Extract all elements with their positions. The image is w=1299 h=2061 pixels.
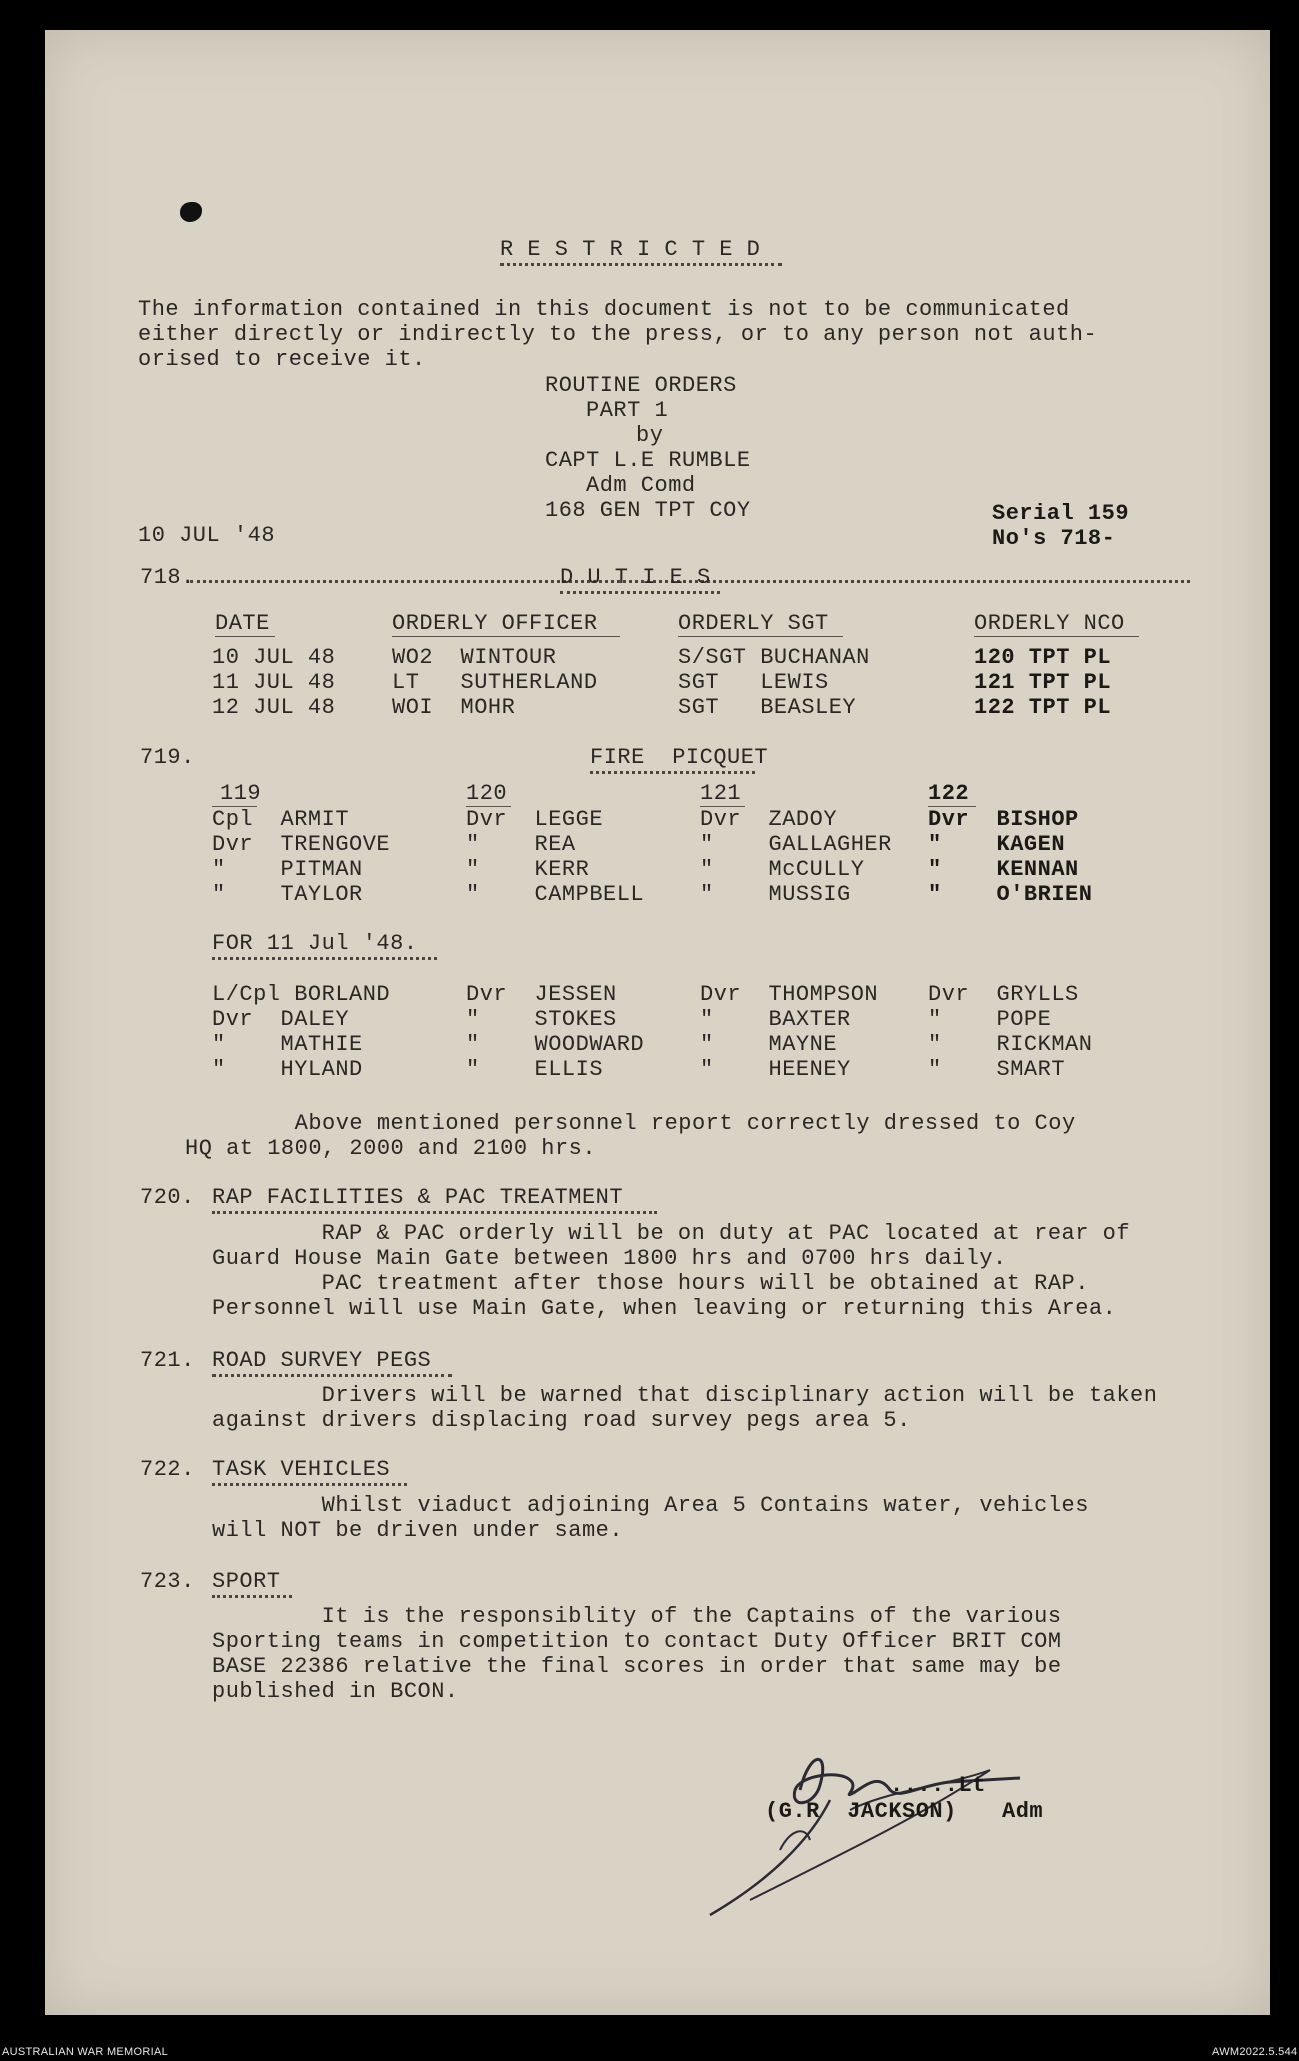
item-number: 719. xyxy=(140,745,195,770)
picquet-entry: " CAMPBELL xyxy=(466,882,645,907)
order-text: Guard House Main Gate between 1800 hrs and 0700 hrs daily. xyxy=(212,1246,1007,1271)
underline xyxy=(466,806,511,807)
column-header: ORDERLY NCO xyxy=(974,611,1125,636)
order-text: It is the responsiblity of the Captains of the various xyxy=(212,1604,1062,1629)
column-header: DATE xyxy=(215,611,270,636)
picquet-entry: " BAXTER xyxy=(700,1007,851,1032)
notice-line: either directly or indirectly to the press, or to any person not auth- xyxy=(138,322,1098,347)
section-heading: ROAD SURVEY PEGS xyxy=(212,1348,432,1373)
heading-dots xyxy=(212,1595,292,1598)
duty-officer: LT SUTHERLAND xyxy=(392,670,598,695)
signature-name: (G.R JACKSON) xyxy=(765,1799,957,1824)
picquet-entry: Dvr GRYLLS xyxy=(928,982,1079,1007)
order-numbers: No's 718- xyxy=(992,526,1116,551)
duty-date: 10 JUL 48 xyxy=(212,645,336,670)
picquet-entry: " ELLIS xyxy=(466,1057,604,1082)
heading-dots xyxy=(212,957,437,960)
underline xyxy=(928,806,976,807)
picquet-entry: " REA xyxy=(466,832,576,857)
underline xyxy=(700,806,745,807)
picquet-entry: " SMART xyxy=(928,1057,1066,1082)
underline xyxy=(678,636,843,637)
picquet-date: FOR 11 Jul '48. xyxy=(212,931,418,956)
section-heading: RAP FACILITIES & PAC TREATMENT xyxy=(212,1185,624,1210)
picquet-entry: " STOKES xyxy=(466,1007,617,1032)
picquet-entry: Dvr THOMPSON xyxy=(700,982,879,1007)
title-line: by xyxy=(636,423,664,448)
order-text: Sporting teams in competition to contact Duty Officer BRIT COM xyxy=(212,1629,1062,1654)
column-header: ORDERLY OFFICER xyxy=(392,611,598,636)
picquet-note: HQ at 1800, 2000 and 2100 hrs. xyxy=(185,1136,597,1161)
picquet-entry: " MUSSIG xyxy=(700,882,851,907)
order-text: will NOT be driven under same. xyxy=(212,1518,624,1543)
picquet-entry: " TAYLOR xyxy=(212,882,363,907)
duty-nco: 121 TPT PL xyxy=(974,670,1112,695)
heading-dots xyxy=(212,1211,657,1214)
order-text: Personnel will use Main Gate, when leaving or returning this Area. xyxy=(212,1296,1117,1321)
title-line: PART 1 xyxy=(586,398,669,423)
underline xyxy=(212,806,257,807)
platoon-number: 122 xyxy=(928,781,970,806)
order-text: published in BCON. xyxy=(212,1679,459,1704)
picquet-entry: Dvr LEGGE xyxy=(466,807,604,832)
picquet-entry: " McCULLY xyxy=(700,857,865,882)
picquet-entry: " O'BRIEN xyxy=(928,882,1093,907)
picquet-entry: " POPE xyxy=(928,1007,1052,1032)
duty-nco: 122 TPT PL xyxy=(974,695,1112,720)
signature-role: Adm xyxy=(1002,1799,1044,1824)
section-heading: FIRE PICQUET xyxy=(590,745,769,770)
item-number: 723. xyxy=(140,1569,195,1594)
picquet-entry: Dvr DALEY xyxy=(212,1007,350,1032)
underline xyxy=(974,636,1139,637)
column-header: ORDERLY SGT xyxy=(678,611,829,636)
picquet-entry: " PITMAN xyxy=(212,857,363,882)
signature-rank: .....Lt xyxy=(890,1773,986,1798)
picquet-entry: " MAYNE xyxy=(700,1032,838,1057)
picquet-note: Above mentioned personnel report correctly dressed to Coy xyxy=(185,1111,1076,1136)
picquet-entry: Dvr ZADOY xyxy=(700,807,838,832)
picquet-entry: " GALLAGHER xyxy=(700,832,892,857)
duty-sgt: SGT BEASLEY xyxy=(678,695,857,720)
handwritten-signature xyxy=(690,1730,1050,1930)
title-line: Adm Comd xyxy=(586,473,696,498)
picquet-entry: Dvr BISHOP xyxy=(928,807,1079,832)
item-number: 722. xyxy=(140,1457,195,1482)
picquet-entry: " WOODWARD xyxy=(466,1032,645,1057)
item-number: 718. xyxy=(140,565,195,590)
section-heading: D U T I E S xyxy=(560,565,711,590)
classification-heading: R E S T R I C T E D xyxy=(500,237,761,262)
picquet-entry: L/Cpl BORLAND xyxy=(212,982,391,1007)
picquet-entry: " KAGEN xyxy=(928,832,1066,857)
order-text: Drivers will be warned that disciplinary action will be taken xyxy=(212,1383,1158,1408)
notice-line: orised to receive it. xyxy=(138,347,426,372)
picquet-entry: Dvr JESSEN xyxy=(466,982,617,1007)
item-number: 721. xyxy=(140,1348,195,1373)
picquet-entry: " HYLAND xyxy=(212,1057,363,1082)
order-text: RAP & PAC orderly will be on duty at PAC located at rear of xyxy=(212,1221,1131,1246)
heading-dots xyxy=(500,263,782,266)
heading-dots xyxy=(212,1374,452,1377)
section-heading: TASK VEHICLES xyxy=(212,1457,391,1482)
duty-officer: WO2 WINTOUR xyxy=(392,645,557,670)
picquet-entry: Cpl ARMIT xyxy=(212,807,350,832)
serial-number: Serial 159 xyxy=(992,501,1130,526)
heading-dots xyxy=(590,771,755,774)
section-heading: SPORT xyxy=(212,1569,281,1594)
underline xyxy=(215,636,275,637)
title-line: 168 GEN TPT COY xyxy=(545,498,751,523)
picquet-entry: " KENNAN xyxy=(928,857,1079,882)
order-date: 10 JUL '48 xyxy=(138,523,276,548)
archive-footer-left: AUSTRALIAN WAR MEMORIAL xyxy=(2,2046,169,2058)
picquet-entry: Dvr TRENGOVE xyxy=(212,832,391,857)
order-text: PAC treatment after those hours will be obtained at RAP. xyxy=(212,1271,1089,1296)
picquet-entry: " KERR xyxy=(466,857,590,882)
picquet-entry: " MATHIE xyxy=(212,1032,363,1057)
duty-date: 11 JUL 48 xyxy=(212,670,336,695)
archive-footer-right: AWM2022.5.544 xyxy=(1212,2046,1298,2058)
duty-nco: 120 TPT PL xyxy=(974,645,1112,670)
order-text: Whilst viaduct adjoining Area 5 Contains water, vehicles xyxy=(212,1493,1089,1518)
platoon-number: 120 xyxy=(466,781,508,806)
duty-sgt: S/SGT BUCHANAN xyxy=(678,645,870,670)
underline xyxy=(392,636,620,637)
order-text: BASE 22386 relative the final scores in order that same may be xyxy=(212,1654,1062,1679)
title-line: CAPT L.E RUMBLE xyxy=(545,448,751,473)
picquet-entry: " HEENEY xyxy=(700,1057,851,1082)
duty-date: 12 JUL 48 xyxy=(212,695,336,720)
item-number: 720. xyxy=(140,1185,195,1210)
order-text: against drivers displacing road survey pegs area 5. xyxy=(212,1408,911,1433)
picquet-entry: " RICKMAN xyxy=(928,1032,1093,1057)
heading-dots xyxy=(560,591,720,594)
notice-line: The information contained in this document is not to be communicated xyxy=(138,297,1070,322)
duty-officer: WOI MOHR xyxy=(392,695,516,720)
title-line: ROUTINE ORDERS xyxy=(545,373,737,398)
heading-dots xyxy=(212,1483,407,1486)
platoon-number: 121 xyxy=(700,781,742,806)
duty-sgt: SGT LEWIS xyxy=(678,670,829,695)
platoon-number: 119 xyxy=(220,781,262,806)
